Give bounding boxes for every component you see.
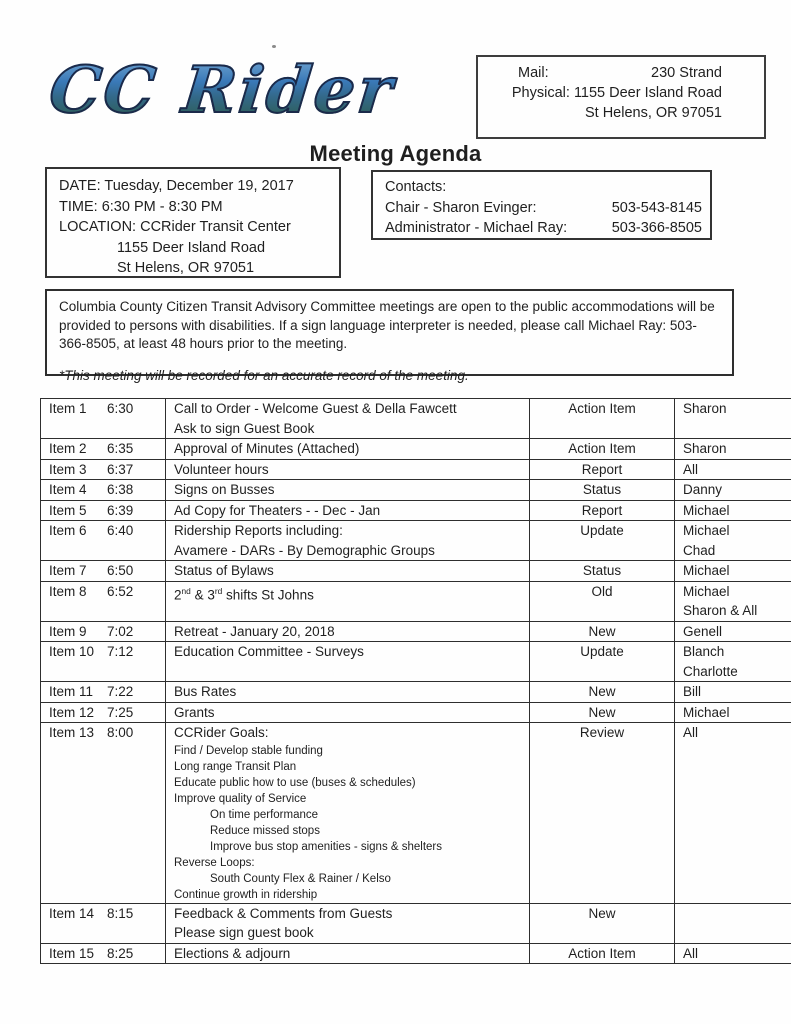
agenda-person-name: Sharon & All — [683, 603, 758, 618]
contacts-box — [371, 170, 712, 240]
agenda-description-cell — [166, 723, 530, 904]
agenda-type-cell: Update — [530, 521, 675, 561]
agenda-person-cell — [675, 581, 791, 621]
agenda-person-name: Michael — [683, 523, 730, 538]
agenda-description-cell — [166, 621, 530, 642]
agenda-description-cell — [166, 561, 530, 582]
agenda-person-cell — [675, 521, 791, 561]
agenda-item-time: 8:00 — [107, 725, 134, 740]
recording-notice-text: *This meeting will be recorded for an accurate record of the meeting. — [59, 367, 469, 383]
agenda-description-line: Retreat - January 20, 2018 — [174, 623, 335, 639]
agenda-row — [41, 903, 791, 943]
agenda-item-cell — [41, 903, 166, 943]
agenda-item-time: 6:38 — [107, 482, 134, 497]
agenda-description-cell — [166, 702, 530, 723]
agenda-description-line: On time performance — [210, 808, 319, 821]
agenda-description-line: Reverse Loops: — [174, 856, 255, 869]
agenda-person-cell — [675, 439, 791, 460]
agenda-person-cell — [675, 621, 791, 642]
agenda-item-number: Item 13 — [49, 725, 95, 740]
agenda-item-number: Item 6 — [49, 523, 87, 538]
agenda-item-number: Item 11 — [49, 684, 94, 699]
agenda-item-time: 7:02 — [107, 623, 134, 639]
agenda-description-line: Ask to sign Guest Book — [174, 420, 315, 436]
agenda-description-line: Call to Order - Welcome Guest & Della Fawcett — [174, 401, 457, 416]
agenda-description-line: Bus Rates — [174, 684, 237, 699]
agenda-item-number: Item 7 — [49, 563, 87, 578]
agenda-person-cell — [675, 702, 791, 723]
agenda-item-cell — [41, 399, 166, 439]
agenda-item-time: 6:39 — [107, 502, 134, 518]
agenda-item-time: 7:25 — [107, 704, 134, 720]
agenda-item-cell — [41, 459, 166, 480]
agenda-type-cell: Update — [530, 642, 675, 682]
mailing-address-box — [476, 55, 766, 139]
mail-address-line — [490, 63, 722, 83]
agenda-row — [41, 702, 791, 723]
agenda-description-line: Status of Bylaws — [174, 563, 274, 578]
agenda-description-line: Reduce missed stops — [210, 824, 320, 837]
agenda-description-line: Ad Copy for Theaters - - Dec - Jan — [174, 502, 381, 518]
agenda-item-time: 6:40 — [107, 523, 134, 538]
meeting-location-city: St Helens, OR 97051 — [117, 260, 255, 276]
agenda-description-line: Please sign guest book — [174, 925, 314, 940]
agenda-description-line: Grants — [174, 704, 215, 720]
agenda-type-cell: New — [530, 702, 675, 723]
agenda-description-line: Ridership Reports including: — [174, 523, 343, 538]
agenda-item-cell — [41, 723, 166, 904]
meeting-time-line: TIME: 6:30 PM - 8:30 PM — [59, 198, 223, 215]
cc-rider-logo — [46, 44, 450, 136]
agenda-item-number: Item 1 — [49, 401, 87, 416]
agenda-person-cell — [675, 399, 791, 439]
agenda-person-name: Sharon — [683, 401, 727, 416]
agenda-description-cell — [166, 903, 530, 943]
agenda-item-cell — [41, 621, 166, 642]
meeting-location-line: LOCATION: CCRider Transit Center — [59, 219, 291, 235]
agenda-person-name: Michael — [683, 563, 730, 578]
agenda-item-cell — [41, 480, 166, 501]
agenda-person-cell — [675, 642, 791, 682]
agenda-row — [41, 480, 791, 501]
agenda-person-cell — [675, 561, 791, 582]
agenda-description-line: Feedback & Comments from Guests — [174, 905, 393, 921]
agenda-person-cell — [675, 943, 791, 964]
agenda-type-cell: Old — [530, 581, 675, 621]
agenda-description-line: Volunteer hours — [174, 461, 269, 477]
agenda-description-cell — [166, 682, 530, 703]
agenda-item-time: 6:37 — [107, 461, 134, 477]
contact-row-administrator — [385, 218, 702, 239]
agenda-item-time: 6:50 — [107, 563, 134, 578]
agenda-description-cell — [166, 943, 530, 964]
agenda-type-cell: Action Item — [530, 399, 675, 439]
mail-label: Mail: — [518, 65, 549, 81]
agenda-type-cell: New — [530, 621, 675, 642]
contact-chair-phone: 503-543-8145 — [611, 199, 702, 216]
agenda-description-line: Avamere - DARs - By Demographic Groups — [174, 542, 435, 558]
agenda-type-cell: New — [530, 682, 675, 703]
agenda-person-name: All — [683, 461, 699, 477]
agenda-description-line: Long range Transit Plan — [174, 760, 297, 773]
agenda-description-cell — [166, 521, 530, 561]
agenda-person-name: Michael — [683, 704, 730, 720]
agenda-person-name: Michael — [683, 583, 730, 599]
agenda-item-cell — [41, 500, 166, 521]
agenda-description-line: CCRider Goals: — [174, 725, 269, 740]
agenda-item-number: Item 5 — [49, 502, 87, 518]
agenda-person-cell — [675, 459, 791, 480]
agenda-person-cell — [675, 480, 791, 501]
agenda-description-cell — [166, 439, 530, 460]
mail-value: 230 Strand — [651, 65, 722, 81]
agenda-item-cell — [41, 521, 166, 561]
agenda-type-cell: Status — [530, 480, 675, 501]
agenda-item-time: 8:25 — [107, 945, 134, 961]
agenda-description-line: Improve quality of Service — [174, 792, 307, 805]
agenda-description-cell — [166, 480, 530, 501]
contacts-heading: Contacts: — [385, 179, 447, 195]
agenda-type-cell: New — [530, 903, 675, 943]
agenda-person-name: Blanch — [683, 644, 725, 659]
accessibility-notice-text: Columbia County Citizen Transit Advisory Committee meetings are open to the public accommodations will be provided to persons with disabilities. If a sign language interpreter is needed, please call Michael Ray: 503-366-8505, at least 48 hours prior to the meeting. — [59, 299, 715, 351]
meeting-info-box — [45, 167, 341, 278]
agenda-description-line: Elections & adjourn — [174, 945, 291, 961]
agenda-item-number: Item 12 — [49, 704, 95, 720]
agenda-person-name: Danny — [683, 482, 723, 497]
agenda-row — [41, 561, 791, 582]
agenda-item-number: Item 14 — [49, 905, 95, 921]
agenda-item-cell — [41, 561, 166, 582]
agenda-type-cell: Action Item — [530, 943, 675, 964]
agenda-item-number: Item 2 — [49, 441, 87, 456]
agenda-person-cell — [675, 903, 791, 943]
agenda-type-cell: Review — [530, 723, 675, 904]
agenda-item-cell — [41, 682, 166, 703]
meeting-location-street: 1155 Deer Island Road — [117, 239, 266, 256]
agenda-description-line: South County Flex & Rainer / Kelso — [210, 872, 391, 885]
agenda-table — [40, 398, 791, 964]
agenda-description-cell — [166, 459, 530, 480]
agenda-item-time: 7:12 — [107, 644, 134, 659]
agenda-row — [41, 943, 791, 964]
agenda-description-line: Improve bus stop amenities - signs & shelters — [210, 840, 443, 853]
agenda-person-name: Michael — [683, 502, 730, 518]
agenda-row — [41, 439, 791, 460]
agenda-item-number: Item 4 — [49, 482, 87, 497]
agenda-item-time: 6:30 — [107, 401, 134, 416]
agenda-row — [41, 682, 791, 703]
agenda-type-cell: Action Item — [530, 439, 675, 460]
agenda-item-number: Item 15 — [49, 945, 95, 961]
public-notice-box — [45, 289, 734, 383]
city-state-zip-line: St Helens, OR 97051 — [584, 105, 722, 121]
agenda-description-cell — [166, 500, 530, 521]
agenda-person-cell — [675, 682, 791, 703]
agenda-description-cell — [166, 399, 530, 439]
agenda-person-cell — [675, 500, 791, 521]
agenda-description-line: 2nd & 3rd shifts St Johns — [174, 585, 314, 602]
contact-admin-label: Administrator - Michael Ray: — [385, 220, 568, 236]
agenda-row — [41, 723, 791, 904]
agenda-person-name: Sharon — [683, 441, 727, 456]
agenda-item-cell — [41, 943, 166, 964]
agenda-person-name: Genell — [683, 623, 723, 639]
agenda-person-name: All — [683, 945, 699, 961]
agenda-row — [41, 399, 791, 439]
contact-chair-label: Chair - Sharon Evinger: — [385, 199, 537, 216]
agenda-person-name: Chad — [683, 542, 716, 558]
agenda-item-cell — [41, 581, 166, 621]
agenda-item-cell — [41, 702, 166, 723]
agenda-item-number: Item 8 — [49, 583, 87, 599]
agenda-item-number: Item 10 — [49, 644, 95, 659]
agenda-person-name: All — [683, 725, 699, 740]
agenda-item-time: 8:15 — [107, 905, 134, 921]
agenda-table-body — [41, 399, 791, 964]
agenda-item-number: Item 9 — [49, 623, 87, 639]
agenda-type-cell: Report — [530, 500, 675, 521]
agenda-type-cell: Report — [530, 459, 675, 480]
agenda-item-cell — [41, 642, 166, 682]
contact-admin-phone: 503-366-8505 — [611, 220, 702, 236]
agenda-row — [41, 621, 791, 642]
agenda-person-cell — [675, 723, 791, 904]
agenda-person-name: Bill — [683, 684, 702, 699]
meeting-date-line: DATE: Tuesday, December 19, 2017 — [59, 178, 294, 194]
agenda-description-line: Signs on Busses — [174, 482, 275, 497]
agenda-description-line: Approval of Minutes (Attached) — [174, 441, 360, 456]
cc-rider-logo-text: CC Rider — [46, 52, 399, 128]
agenda-description-cell — [166, 642, 530, 682]
agenda-description-line: Educate public how to use (buses & schedules) — [174, 776, 416, 789]
agenda-item-time: 6:35 — [107, 441, 134, 456]
agenda-item-number: Item 3 — [49, 461, 87, 477]
page-title: Meeting Agenda — [309, 141, 482, 166]
agenda-item-cell — [41, 439, 166, 460]
agenda-description-line: Continue growth in ridership — [174, 888, 318, 901]
agenda-row — [41, 500, 791, 521]
agenda-person-name: Charlotte — [683, 663, 738, 679]
agenda-description-line: Education Committee - Surveys — [174, 644, 364, 659]
agenda-row — [41, 581, 791, 621]
agenda-row — [41, 459, 791, 480]
physical-address-line: Physical: 1155 Deer Island Road — [511, 85, 722, 101]
agenda-description-line: Find / Develop stable funding — [174, 744, 323, 757]
agenda-item-time: 7:22 — [107, 684, 134, 699]
contact-row-chair — [385, 198, 702, 219]
agenda-row — [41, 642, 791, 682]
agenda-type-cell: Status — [530, 561, 675, 582]
agenda-item-time: 6:52 — [107, 583, 134, 599]
agenda-row — [41, 521, 791, 561]
agenda-description-cell — [166, 581, 530, 621]
